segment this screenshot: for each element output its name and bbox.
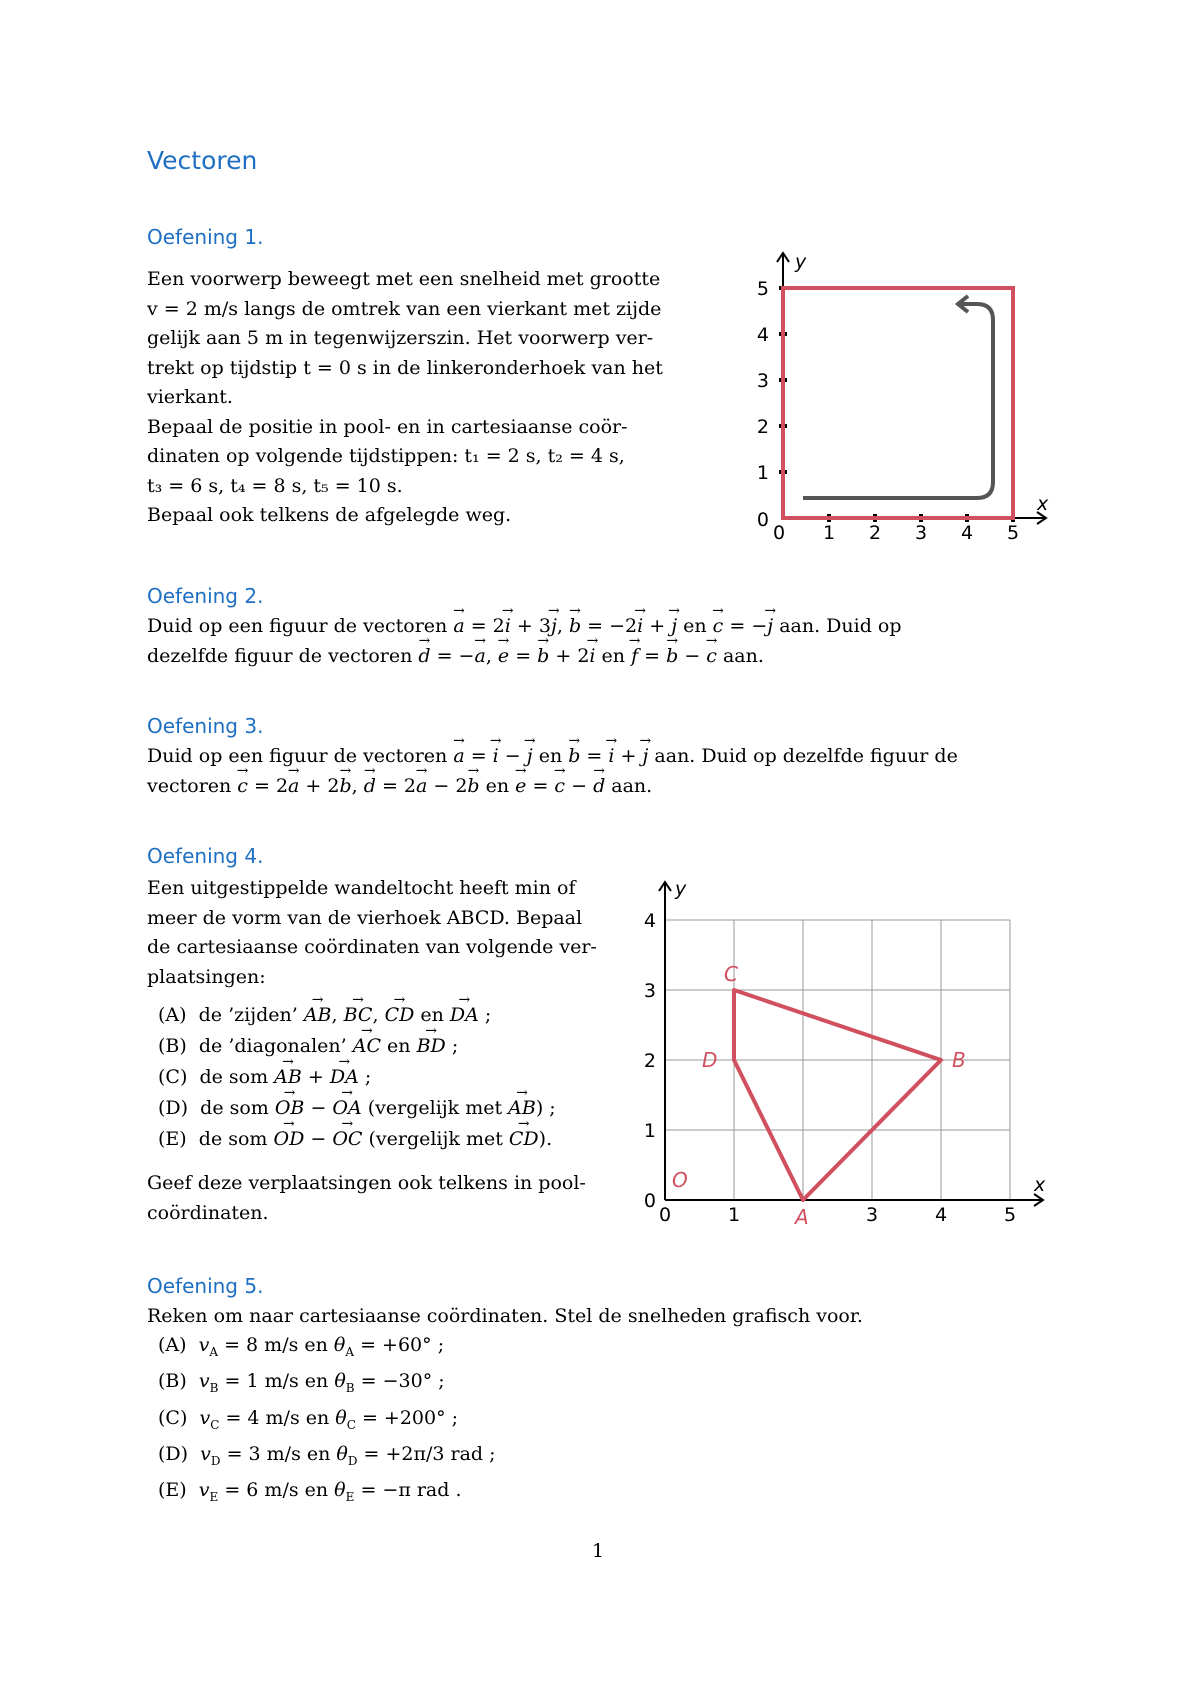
text-line: gelijk aan 5 m in tegenwijzerszin. Het voorwerp ver- [147,327,654,349]
text-line: Bepaal ook telkens de afgelegde weg. [147,504,512,526]
text-line: plaatsingen: [147,965,266,988]
exercise-4-heading: Oefening 4. [147,844,264,868]
x-axis-label: x [1037,493,1049,515]
text-line: Een voorwerp beweegt met een snelheid met grootte [147,268,661,290]
x-tick-label: 3 [914,522,928,544]
list-item: (B) de ’diagonalen’ → AC en → BD ; [158,1031,556,1062]
text-line: Bepaal de positie in pool- en in cartesiaanse coör- [147,415,628,438]
quadrilateral-ABCD [734,990,941,1200]
text-line: de cartesiaanse coördinaten van volgende ver- [147,936,597,958]
quadrilateral-figure [630,875,1050,1235]
point-label-B: B [952,1048,966,1072]
square-outline [783,288,1013,518]
exercise-5-heading: Oefening 5. [147,1274,264,1298]
text-line: Geef deze verplaatsingen ook telkens in pool- [147,1172,586,1194]
exercise-4-text [147,874,627,992]
text-line: Een uitgestippelde wandeltocht heeft min of [147,877,576,899]
exercise-3-heading: Oefening 3. [147,714,264,738]
y-axis-label: y [795,251,807,273]
point-label-O: O [672,1168,688,1192]
y-tick-label: 5 [756,278,769,300]
x-tick-label: 0 [772,522,786,544]
ticks [779,288,1013,522]
y-tick-label: 3 [756,370,769,392]
x-tick-label: 4 [960,522,974,544]
square-path-figure [755,250,1055,550]
x-tick-label: 1 [727,1204,741,1226]
y-tick-label: 1 [643,1120,656,1142]
text-line: Reken om naar cartesiaanse coördinaten. Stel de snelheden grafisch voor. [147,1305,863,1327]
exercise-2-text [147,612,1067,671]
exercise-1-heading: Oefening 1. [147,225,264,249]
exercise-1-text [147,265,707,531]
text-line: trekt op tijdstip t = 0 s in de linkeronderhoek van het [147,356,663,379]
y-tick-label: 0 [756,509,769,531]
list-item: (A) $v_A = 8$ m/s en $\theta_A = +60^\circ$ ; [158,1334,445,1359]
exercise-4-list [158,1000,556,1155]
text-line: meer de vorm van de vierhoek ABCD. Bepaal [147,906,583,929]
list-item: (D) $v_D = 3$ m/s en $\theta_D = +2\pi/3$ rad ; [158,1442,496,1468]
text-line: vectoren → c = 2→ a + 2→ b, → d = 2→ a − 2→ b en → e = → c − → d aan. [147,772,1067,802]
x-tick-label: 1 [822,522,836,544]
vector-b: → b [569,612,581,642]
text-line: coördinaten. [147,1201,269,1224]
x-tick-label: 5 [1006,522,1020,544]
point-label-A: A [795,1205,809,1229]
x-tick-label: 2 [868,522,882,544]
exercise-2-heading: Oefening 2. [147,584,264,608]
y-tick-label: 4 [756,324,769,346]
vector-d: → d [418,642,430,672]
point-label-C: C [724,962,738,986]
text-line: dinaten op volgende tijdstippen: t₁ = 2 s, t₂ = 4 s, [147,445,625,467]
y-tick-label: 2 [756,416,769,438]
list-item: (E) $v_E = 6$ m/s en $\theta_E = -\pi$ rad . [158,1479,462,1504]
text-line: v = 2 m/s langs de omtrek van een vierkant met zijde [147,297,662,320]
list-item: (E) de som → OD − → OC (vergelijk met → CD). [158,1124,556,1155]
list-item: (C) $v_C = 4$ m/s en $\theta_C = +200^\circ$ ; [158,1406,459,1432]
y-tick-label: 3 [643,980,656,1002]
list-item: (C) de som → AB + → DA ; [158,1062,556,1093]
vector-e: → e [498,642,509,672]
y-tick-label: 4 [643,910,656,932]
exercise-5-intro [147,1302,1067,1332]
list-item: (A) de ’zijden’ → AB, → BC, → CD en → DA ; [158,1000,556,1031]
vector-c: → c [713,612,724,642]
vector-a: → a [453,612,464,642]
list-item: (D) de som → OB − → OA (vergelijk met → AB) ; [158,1093,556,1124]
y-tick-label: 1 [756,462,769,484]
text-line: vierkant. [147,386,233,408]
list-item: (B) $v_B = 1$ m/s en $\theta_B = -30^\circ$ ; [158,1370,445,1396]
x-axis-label: x [1034,1174,1046,1196]
x-tick-label: 5 [1003,1204,1017,1226]
y-tick-label: 0 [643,1190,656,1212]
text-line: Duid op een figuur de vectoren → a = → i − → j en → b = → i + → j aan. Duid op dezelfde figuur de [147,742,1067,772]
exercise-5-list [158,1331,496,1512]
text-line: dezelfde figuur de vectoren → d = −→ a, → e = → b + 2→ i en → f = → b − → c aan. [147,642,1067,672]
vector-f: → f [631,642,638,672]
x-tick-label: 3 [865,1204,879,1226]
x-tick-label: 4 [934,1204,948,1226]
text-line: t₃ = 6 s, t₄ = 8 s, t₅ = 10 s. [147,474,403,497]
exercise-4-closing [147,1169,627,1228]
page-title: Vectoren [147,146,258,175]
page-number: 1 [592,1540,605,1562]
x-tick-label: 0 [658,1204,672,1226]
text-line: Duid op een figuur de vectoren → a = 2→ i + 3→ j, → b = −2→ i + → j en → c = −→ j aan. Duid op [147,612,1067,642]
point-label-D: D [702,1048,718,1072]
exercise-3-text [147,742,1067,801]
axes [777,253,1046,524]
axes [659,882,1043,1206]
y-axis-label: y [675,878,687,900]
y-tick-label: 2 [643,1050,656,1072]
motion-path [803,304,993,498]
